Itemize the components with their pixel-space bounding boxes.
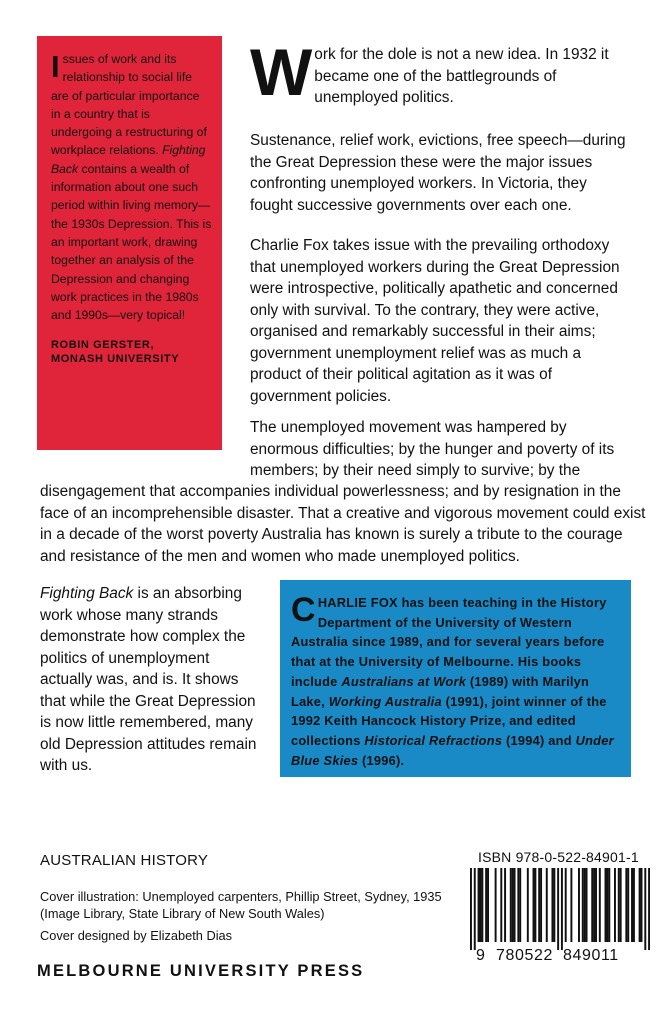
paragraph-summary: Fighting Back is an absorbing work whose many strands demonstrate how complex the politics of unemployment actually was, and is. It shows that while the Great Depression is now little remembered, many old Depression attitudes remain with us. (40, 585, 257, 774)
quote-book-title: Fighting Back (51, 143, 206, 176)
paragraph-movement-continued: disengagement that accompanies individual powerlessness; and by resignation in the face of an incomprehensible disaster. That a creative and vigorous movement could exist in a decade of the worst poverty Australia has known is surely a tribute to the courage and resistance of the men and women who made unemployed politics. (40, 483, 646, 565)
barcode-digits (476, 947, 652, 965)
barcode-digit-first: 9 (476, 947, 486, 964)
author-book-1: Australians at Work (341, 673, 467, 689)
barcode-bar (595, 868, 597, 942)
barcode-guard-bar (557, 868, 559, 950)
barcode-bar (479, 868, 481, 942)
barcode-bar (641, 868, 643, 942)
barcode-guard-bar (470, 868, 472, 950)
barcode-bar (631, 868, 633, 942)
barcode-bar (582, 868, 584, 942)
barcode-bar (500, 868, 502, 942)
author-bio-text: CHARLIE FOX has been teaching in the History Department of the University of Western Australia since 1989, and for several years before that at the University of Melbourne. His books include Australians at Work (1989) with Marilyn Lake, Working Australia (1991), joint winner of the 1992 Keith Hancock History Prize, and edited collections Historical Refractions (1994) and Under Blue Skies (1996). (291, 591, 614, 768)
barcode-bar (570, 868, 572, 942)
barcode-bar (534, 868, 536, 942)
barcode-bar (639, 868, 641, 942)
barcode-bar (593, 868, 595, 942)
barcode-bar (510, 868, 512, 942)
cover-designer-credit: Cover designed by Elizabeth Dias (40, 928, 233, 943)
isbn-label: ISBN 978-0-522-84901-1 (478, 849, 639, 865)
barcode-bar (514, 868, 516, 942)
barcode-digits-right: 849011 (563, 947, 619, 964)
barcode-bar (533, 868, 535, 942)
author-book-3: Historical Refractions (364, 732, 503, 748)
publisher-name: MELBOURNE UNIVERSITY PRESS (37, 962, 365, 980)
barcode-bar (553, 868, 555, 942)
barcode-bar (614, 868, 616, 942)
barcode-bar (618, 868, 620, 942)
barcode-bar (633, 868, 635, 942)
barcode-bar (504, 868, 506, 942)
barcode-bar (591, 868, 593, 942)
barcode-bar (605, 868, 607, 942)
quote-initial: I (51, 49, 60, 84)
barcode-bar (478, 868, 480, 942)
intro-paragraph: Work for the dole is not a new idea. In 1932 it became one of the battlegrounds of unemployed politics. (250, 35, 609, 109)
barcode-bar (627, 868, 629, 942)
barcode-digits-left: 780522 (496, 947, 553, 964)
paragraph-movement-start: The unemployed movement was hampered by enormous difficulties; by the hunger and poverty of its members; by their need simply to survive; by the (250, 419, 615, 479)
barcode-bar (606, 868, 608, 942)
review-quote-box (37, 36, 222, 450)
barcode-bar (517, 868, 519, 942)
cover-illustration-credit: Cover illustration: Unemployed carpenters, Phillip Street, Sydney, 1935 (Image Library, State Library of New South Wales) (40, 889, 442, 921)
barcode-bar (527, 868, 529, 942)
author-initial: C (291, 591, 316, 629)
barcode-guard-bar (561, 868, 563, 950)
barcode-bar (495, 868, 497, 942)
barcode-bar (578, 868, 580, 942)
barcode-bar (608, 868, 610, 942)
barcode-bar (546, 868, 548, 942)
barcode-guard-bar (648, 868, 650, 950)
barcode-bar (586, 868, 588, 942)
barcode-bar (485, 868, 487, 942)
intro-dropcap: W (250, 35, 311, 109)
barcode-bar (620, 868, 622, 942)
barcode-bar (538, 868, 540, 942)
barcode-bar (487, 868, 489, 942)
author-bio-box (280, 580, 631, 777)
attribution-affiliation: MONASH UNIVERSITY (51, 353, 180, 366)
barcode-bar (519, 868, 521, 942)
barcode-guard-bar (474, 868, 476, 950)
barcode-bar (565, 868, 567, 942)
author-book-4: Under Blue Skies (291, 732, 614, 768)
review-attribution (51, 338, 212, 366)
review-quote-text: Issues of work and its relationship to social life are of particular importance in a country that is undergoing a restructuring of workplace relations. Fighting Back contains a wealth of information about one such period within living memory—the 1930s Depression. This is an important work, drawing together an analysis of the Depression and changing work practices in the 1980s and 1990s—very topical! (51, 49, 212, 323)
barcode-guard-bar (644, 868, 646, 950)
barcode-bar (584, 868, 586, 942)
barcode-bar (599, 868, 601, 942)
attribution-name: ROBIN GERSTER, (51, 339, 155, 352)
barcode-image (470, 868, 650, 950)
genre-label: AUSTRALIAN HISTORY (40, 852, 209, 869)
barcode-bar (551, 868, 553, 942)
summary-book-title: Fighting Back (40, 585, 134, 602)
author-book-2: Working Australia (328, 693, 442, 709)
barcode-bar (625, 868, 627, 942)
barcode-bar (540, 868, 542, 942)
barcode-bar (481, 868, 483, 942)
paragraph-issues: Sustenance, relief work, evictions, free speech—during the Great Depression these were the major issues confronting unemployed workers. In Victoria, they fought successive governments over each one. (250, 132, 626, 214)
paragraph-orthodoxy: Charlie Fox takes issue with the prevailing orthodoxy that unemployed workers during the Great Depression were introspective, politically apathetic and concerned only with survival. To the contrary, they were active, organised and remarkably successful in their aims; government unemployment relief was as much a product of their political agitation as it was of government policies. (250, 237, 620, 405)
barcode-bar (512, 868, 514, 942)
